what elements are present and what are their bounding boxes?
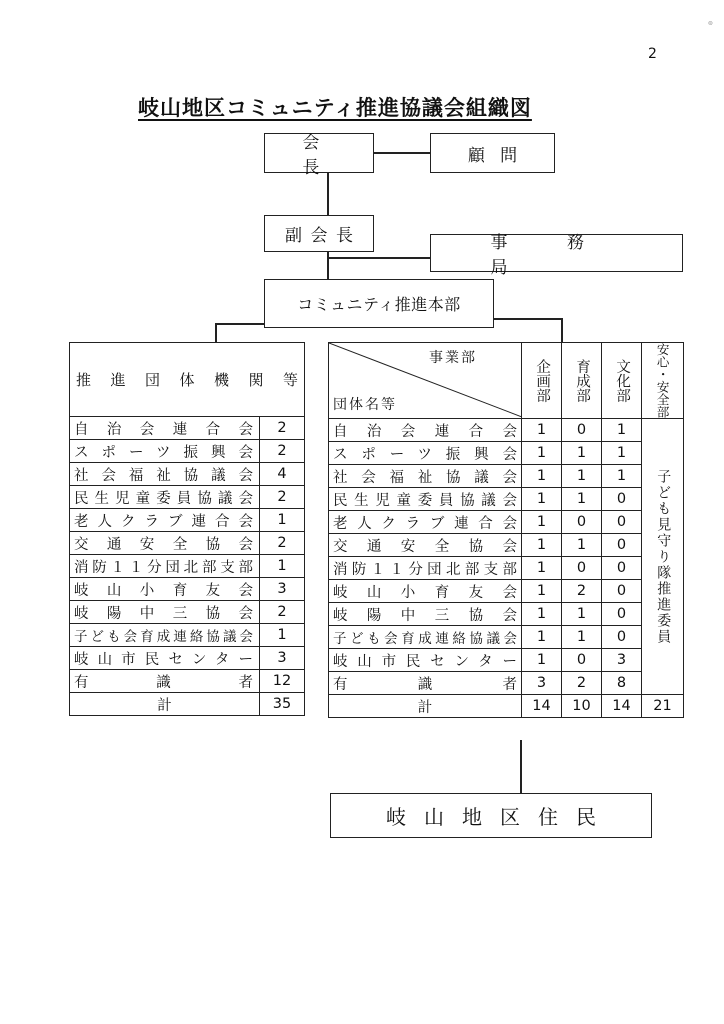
group-name: 老人クラブ連合会 [329,511,522,534]
table-row [70,647,305,670]
planning-count: 1 [522,626,562,649]
org-count: 3 [260,647,305,670]
planning-count: 1 [522,442,562,465]
org-count: 1 [260,624,305,647]
culture-count: 0 [602,488,642,511]
group-name: 岐陽中三協会 [329,603,522,626]
org-count: 12 [260,670,305,693]
column-header-culture: 文化部 [602,343,642,419]
development-count: 2 [562,672,602,695]
scan-mark: ๏ [708,18,713,27]
advisor-label: 顧問 [467,145,533,166]
culture-count: 1 [602,442,642,465]
residents-label: 岐山地区住民 [386,805,614,829]
residents-box [330,793,652,838]
left-table-header: 推進団体機関等 [70,343,305,417]
table-row [70,578,305,601]
table-row [70,509,305,532]
table-row [329,557,684,580]
development-count: 1 [562,534,602,557]
department-allocation-table [328,342,684,718]
group-name: 岐山小育友会 [329,580,522,603]
member-organizations-table [69,342,305,716]
connector-residents [520,740,522,793]
table-row [70,624,305,647]
planning-count: 1 [522,511,562,534]
header-groups-label: 団体名等 [333,397,397,413]
org-name: 社会福祉協議会 [70,463,260,486]
org-name: 消防１１分団北部支部 [70,555,260,578]
connector-secretariat [327,257,430,259]
development-count: 1 [562,465,602,488]
org-name: 子ども会育成連絡協議会 [70,624,260,647]
development-count: 0 [562,557,602,580]
secretariat-label: 事務局 [490,233,644,278]
development-total: 10 [562,695,602,718]
development-count: 1 [562,488,602,511]
table-row [70,463,305,486]
culture-count: 0 [602,511,642,534]
total-row [70,693,305,716]
org-count: 2 [260,440,305,463]
table-row [329,488,684,511]
org-count: 2 [260,532,305,555]
connector-hq-right [494,318,562,320]
table-row [329,465,684,488]
culture-count: 0 [602,580,642,603]
connector-right-drop [561,318,563,342]
safety-total: 21 [642,695,684,718]
page-number: 2 [648,46,657,62]
connector-president-vp [327,173,329,215]
table-row [70,417,305,440]
org-name: 岐山小育友会 [70,578,260,601]
culture-count: 3 [602,649,642,672]
group-name: 民生児童委員協議会 [329,488,522,511]
planning-count: 1 [522,557,562,580]
development-count: 0 [562,419,602,442]
table-row [329,672,684,695]
culture-count: 0 [602,534,642,557]
org-name: 岐陽中三協会 [70,601,260,624]
planning-count: 1 [522,488,562,511]
culture-count: 0 [602,603,642,626]
table-header-row [70,343,305,417]
org-name: 岐山市民センター [70,647,260,670]
planning-count: 1 [522,465,562,488]
secretariat-box [430,233,683,278]
safety-side-note: 子ども見守り隊推進委員 [655,468,672,645]
header-departments-label: 事業部 [429,350,477,366]
vice-president-label: 副会長 [285,226,362,246]
total-label: 計 [329,695,522,718]
table-row [70,601,305,624]
diagonal-header-cell [329,343,522,419]
advisor-box [430,133,555,173]
planning-count: 1 [522,603,562,626]
table-row [329,626,684,649]
culture-total: 14 [602,695,642,718]
culture-count: 0 [602,626,642,649]
org-name: 民生児童委員協議会 [70,486,260,509]
org-name: 自治会連合会 [70,417,260,440]
planning-count: 3 [522,672,562,695]
president-label: 会長 [302,133,357,178]
table-row [70,670,305,693]
development-count: 0 [562,511,602,534]
total-label: 計 [70,693,260,716]
planning-count: 1 [522,580,562,603]
culture-count: 1 [602,419,642,442]
total-row [329,695,684,718]
table-header-row [329,343,684,419]
total-count: 35 [260,693,305,716]
org-count: 3 [260,578,305,601]
table-row [70,486,305,509]
org-name: 老人クラブ連合会 [70,509,260,532]
headquarters-label: コミュニティ推進本部 [297,295,461,314]
org-name: スポーツ振興会 [70,440,260,463]
org-count: 2 [260,601,305,624]
culture-count: 8 [602,672,642,695]
org-count: 4 [260,463,305,486]
culture-count: 0 [602,557,642,580]
table-row [329,603,684,626]
culture-count: 1 [602,465,642,488]
group-name: 子ども会育成連絡協議会 [329,626,522,649]
table-row [329,534,684,557]
group-name: 自治会連合会 [329,419,522,442]
development-count: 2 [562,580,602,603]
development-count: 1 [562,442,602,465]
connector-president-advisor [374,152,430,154]
planning-count: 1 [522,649,562,672]
table-row [329,442,684,465]
group-name: 消防１１分団北部支部 [329,557,522,580]
org-count: 2 [260,417,305,440]
group-name: 社会福祉協議会 [329,465,522,488]
table-row [329,580,684,603]
table-row [329,511,684,534]
planning-total: 14 [522,695,562,718]
development-count: 0 [562,649,602,672]
group-name: 交通安全協会 [329,534,522,557]
connector-hq-left [215,323,264,325]
connector-left-drop [215,323,217,342]
table-row [329,419,684,442]
org-count: 1 [260,509,305,532]
table-row [70,555,305,578]
president-box [264,133,374,178]
table-row [70,532,305,555]
org-count: 2 [260,486,305,509]
column-header-planning: 企画部 [522,343,562,419]
org-count: 1 [260,555,305,578]
column-header-development: 育成部 [562,343,602,419]
column-header-safety: 安心・安全部 [642,343,684,419]
group-name: スポーツ振興会 [329,442,522,465]
org-name: 交通安全協会 [70,532,260,555]
safety-side-note-cell [642,419,684,695]
group-name: 有識者 [329,672,522,695]
page-title: 岐山地区コミュニティ推進協議会組織図 [138,96,532,120]
table-row [329,649,684,672]
development-count: 1 [562,603,602,626]
planning-count: 1 [522,534,562,557]
headquarters-box [264,279,494,328]
org-name: 有識者 [70,670,260,693]
development-count: 1 [562,626,602,649]
table-row [70,440,305,463]
planning-count: 1 [522,419,562,442]
group-name: 岐山市民センター [329,649,522,672]
vice-president-box [264,215,374,252]
